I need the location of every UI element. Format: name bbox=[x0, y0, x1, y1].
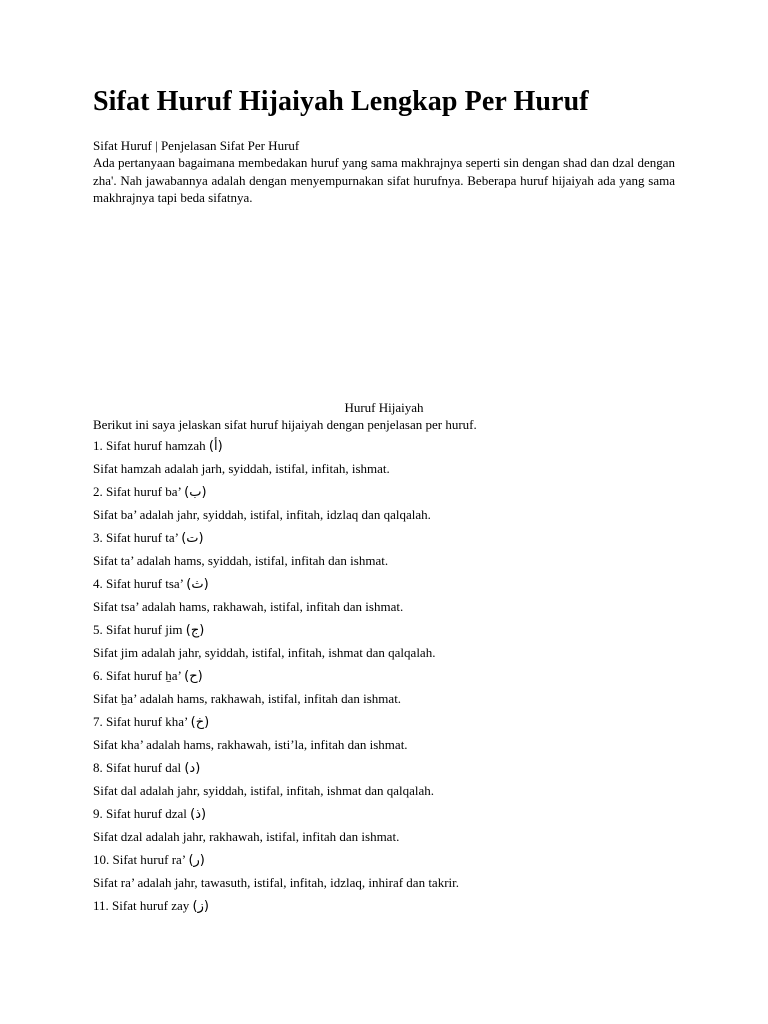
letter-description: Sifat ta’ adalah hams, syiddah, istifal, infitah dan ishmat. bbox=[93, 553, 389, 568]
image-caption: Huruf Hijaiyah bbox=[344, 400, 424, 415]
letter-heading-text: 1. Sifat huruf hamzah bbox=[93, 438, 206, 453]
letter-heading-text: 11. Sifat huruf zay bbox=[93, 898, 190, 913]
letter-description: Sifat ẖa’ adalah hams, rakhawah, istifal, infitah dan ishmat. bbox=[93, 691, 402, 706]
letter-heading-text: 6. Sifat huruf ẖa’ bbox=[93, 668, 181, 683]
lead-paragraph: Berikut ini saya jelaskan sifat huruf hijaiyah dengan penjelasan per huruf. bbox=[93, 417, 477, 432]
letter-heading bbox=[93, 483, 675, 506]
letter-heading bbox=[93, 759, 675, 782]
arabic-letter: (ت) bbox=[181, 531, 204, 546]
letter-heading-text: 3. Sifat huruf ta’ bbox=[93, 530, 178, 545]
letter-heading bbox=[93, 667, 675, 690]
arabic-letter: (ز) bbox=[192, 899, 209, 914]
letter-description: Sifat kha’ adalah hams, rakhawah, isti’la, infitah dan ishmat. bbox=[93, 737, 408, 752]
arabic-letter: (خ) bbox=[190, 715, 210, 730]
letter-description: Sifat hamzah adalah jarh, syiddah, istifal, infitah, ishmat. bbox=[93, 461, 390, 476]
intro-section bbox=[93, 137, 675, 206]
arabic-letter: (أ) bbox=[208, 439, 223, 454]
letter-description: Sifat ra’ adalah jahr, tawasuth, istifal, infitah, idzlaq, inhiraf dan takrir. bbox=[93, 875, 459, 890]
letter-heading bbox=[93, 621, 675, 644]
letter-heading-text: 2. Sifat huruf ba’ bbox=[93, 484, 181, 499]
letter-heading bbox=[93, 437, 675, 460]
arabic-letter: (ح) bbox=[184, 669, 203, 684]
arabic-letter: (ر) bbox=[188, 853, 205, 868]
letter-description: Sifat tsa’ adalah hams, rakhawah, istifal, infitah dan ishmat. bbox=[93, 599, 404, 614]
arabic-letter: (ث) bbox=[186, 577, 209, 592]
letter-description: Sifat dzal adalah jahr, rakhawah, istifal, infitah dan ishmat. bbox=[93, 829, 400, 844]
letter-heading bbox=[93, 575, 675, 598]
document-subtitle: Sifat Huruf | Penjelasan Sifat Per Huruf bbox=[93, 138, 300, 153]
letter-heading-text: 10. Sifat huruf ra’ bbox=[93, 852, 186, 867]
letter-description: Sifat jim adalah jahr, syiddah, istifal, infitah, ishmat dan qalqalah. bbox=[93, 645, 436, 660]
letter-heading bbox=[93, 851, 675, 874]
arabic-letter: (ج) bbox=[185, 623, 205, 638]
intro-paragraph: Ada pertanyaan bagaimana membedakan huruf yang sama makhrajnya seperti sin dengan shad dan dzal dengan zha'. Nah jawabannya adalah dengan menyempurnakan sifat hurufnya. Beberapa huruf hijaiyah ada yang sama makhrajnya tapi beda sifatnya. bbox=[93, 155, 675, 205]
letter-heading-text: 5. Sifat huruf jim bbox=[93, 622, 183, 637]
letter-heading-text: 4. Sifat huruf tsa’ bbox=[93, 576, 184, 591]
letter-heading bbox=[93, 713, 675, 736]
arabic-letter: (ب) bbox=[184, 485, 207, 500]
letter-description: Sifat ba’ adalah jahr, syiddah, istifal, infitah, idzlaq dan qalqalah. bbox=[93, 507, 431, 522]
document-title: Sifat Huruf Hijaiyah Lengkap Per Huruf bbox=[93, 86, 589, 117]
arabic-letter: (ذ) bbox=[190, 807, 207, 822]
letter-list bbox=[93, 437, 675, 920]
letter-heading-text: 8. Sifat huruf dal bbox=[93, 760, 182, 775]
letter-heading bbox=[93, 897, 675, 920]
letter-heading-text: 7. Sifat huruf kha’ bbox=[93, 714, 188, 729]
letter-heading bbox=[93, 805, 675, 828]
letter-heading bbox=[93, 529, 675, 552]
letter-heading-text: 9. Sifat huruf dzal bbox=[93, 806, 187, 821]
arabic-letter: (د) bbox=[184, 761, 201, 776]
letter-description: Sifat dal adalah jahr, syiddah, istifal, infitah, ishmat dan qalqalah. bbox=[93, 783, 434, 798]
